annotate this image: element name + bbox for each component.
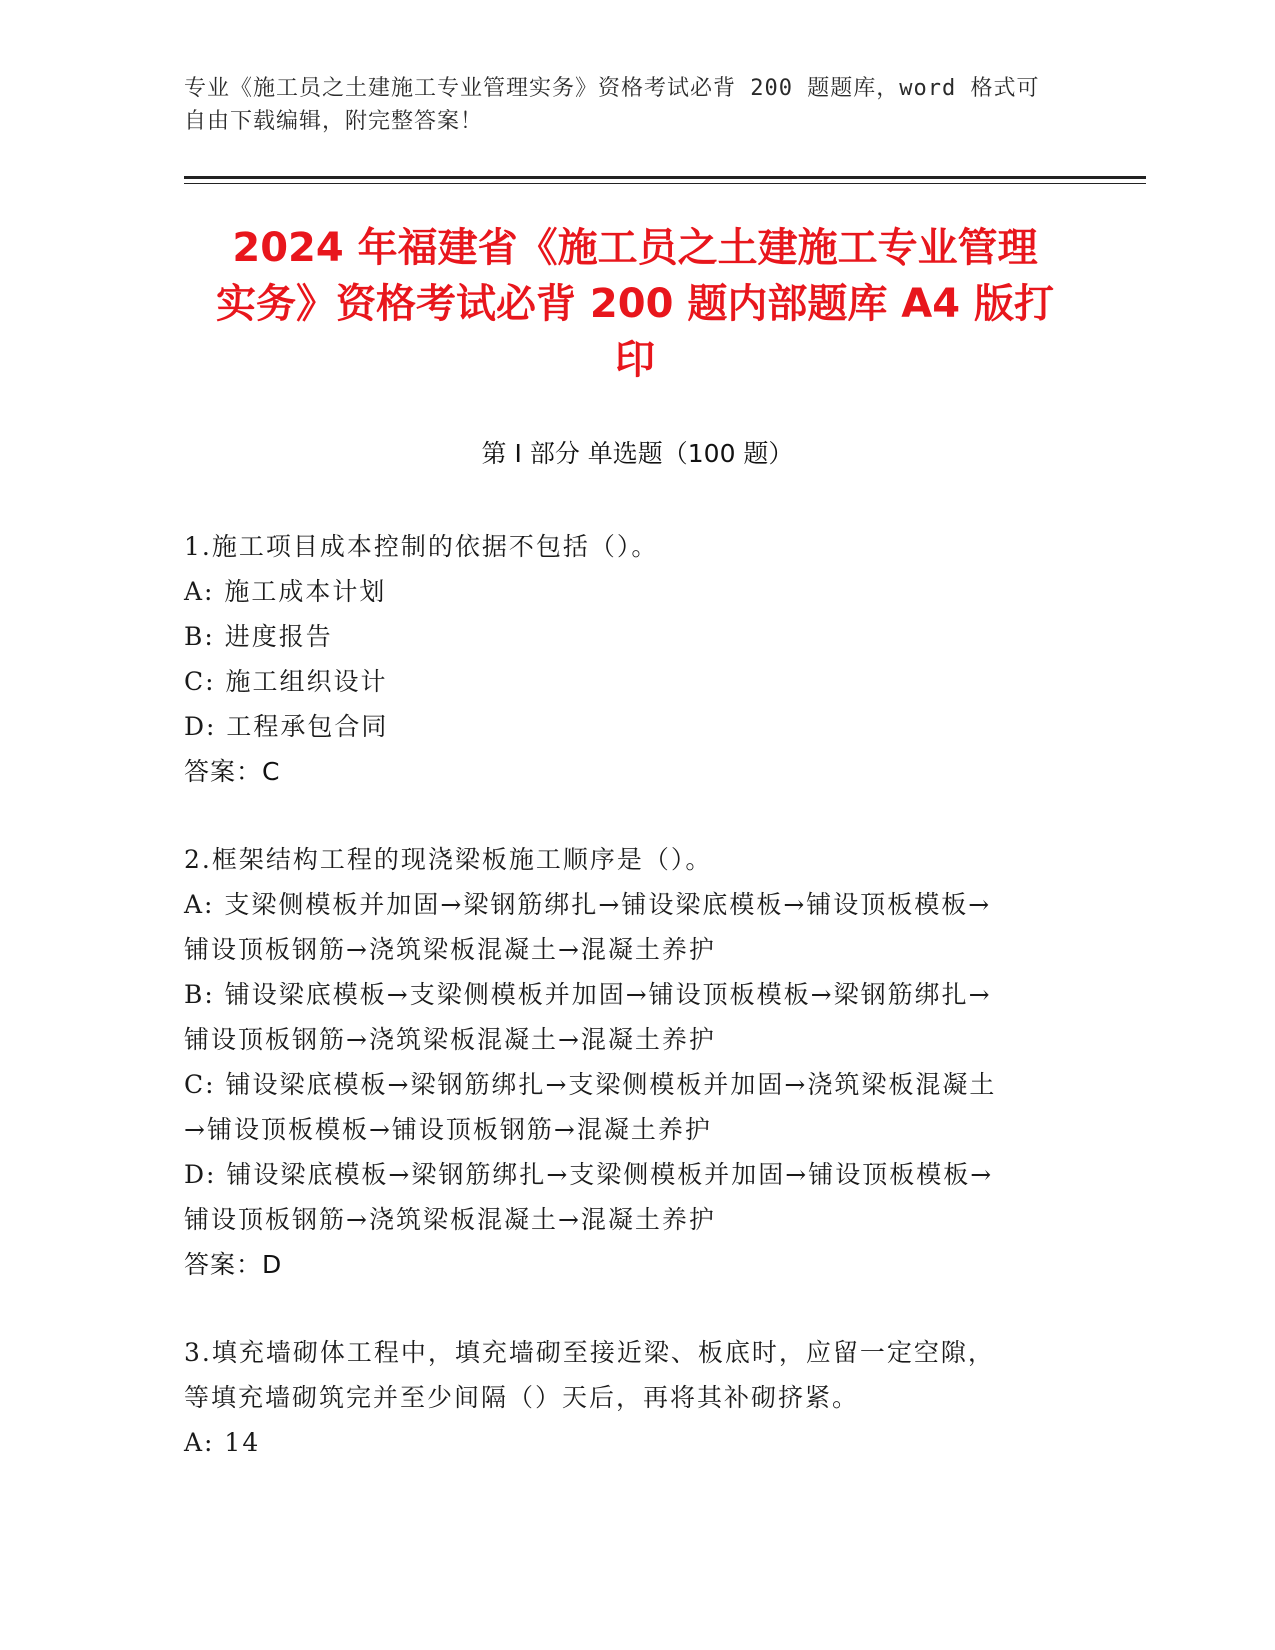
option-a: A: 支梁侧模板并加固→梁钢筋绑扎→铺设梁底模板→铺设顶板模板→ (184, 890, 992, 919)
question-stem: 3.填充墙砌体工程中，填充墙砌至接近梁、板底时，应留一定空隙， (184, 1338, 995, 1367)
option-d: D: 铺设梁底模板→梁钢筋绑扎→支梁侧模板并加固→铺设顶板模板→ (184, 1160, 994, 1189)
answer: 答案：C (184, 757, 281, 786)
option-c-continued: →铺设顶板模板→铺设顶板钢筋→混凝土养护 (184, 1115, 712, 1144)
question-item (184, 1330, 1084, 1465)
option-d-continued: 铺设顶板钢筋→浇筑梁板混凝土→混凝土养护 (184, 1205, 716, 1234)
option-d: D: 工程承包合同 (184, 712, 389, 741)
option-b: B: 进度报告 (184, 622, 333, 651)
option-c: C: 铺设梁底模板→梁钢筋绑扎→支梁侧模板并加固→浇筑梁板混凝土 (184, 1070, 997, 1099)
header-note (184, 72, 1064, 138)
option-b: B: 铺设梁底模板→支梁侧模板并加固→铺设顶板模板→梁钢筋绑扎→ (184, 980, 992, 1009)
question-stem: 1.施工项目成本控制的依据不包括（）。 (184, 532, 659, 561)
option-a: A: 14 (184, 1428, 261, 1457)
document-title (180, 220, 1090, 388)
title-line-2: 实务》资格考试必背 200 题内部题库 A4 版打 (216, 281, 1054, 327)
section-heading: 第 I 部分 单选题（100 题） (481, 439, 794, 468)
title-line-3: 印 (615, 337, 655, 383)
question-list (184, 524, 1084, 1465)
question-item (184, 524, 1084, 794)
option-a: A: 施工成本计划 (184, 577, 387, 606)
header-note-line-1: 专业《施工员之土建施工专业管理实务》资格考试必背 200 题题库，word 格式可 (184, 76, 1040, 101)
header-divider-thin (184, 183, 1146, 184)
question-item (184, 837, 1084, 1287)
header-note-line-2: 自由下载编辑，附完整答案！ (184, 109, 484, 134)
option-c: C: 施工组织设计 (184, 667, 388, 696)
question-stem-continued: 等填充墙砌筑完并至少间隔（）天后，再将其补砌挤紧。 (184, 1383, 860, 1412)
option-a-continued: 铺设顶板钢筋→浇筑梁板混凝土→混凝土养护 (184, 935, 716, 964)
answer: 答案：D (184, 1250, 283, 1279)
header-divider-thick (184, 176, 1146, 179)
question-stem: 2.框架结构工程的现浇梁板施工顺序是（）。 (184, 845, 713, 874)
option-b-continued: 铺设顶板钢筋→浇筑梁板混凝土→混凝土养护 (184, 1025, 716, 1054)
title-line-1: 2024 年福建省《施工员之土建施工专业管理 (232, 225, 1038, 271)
